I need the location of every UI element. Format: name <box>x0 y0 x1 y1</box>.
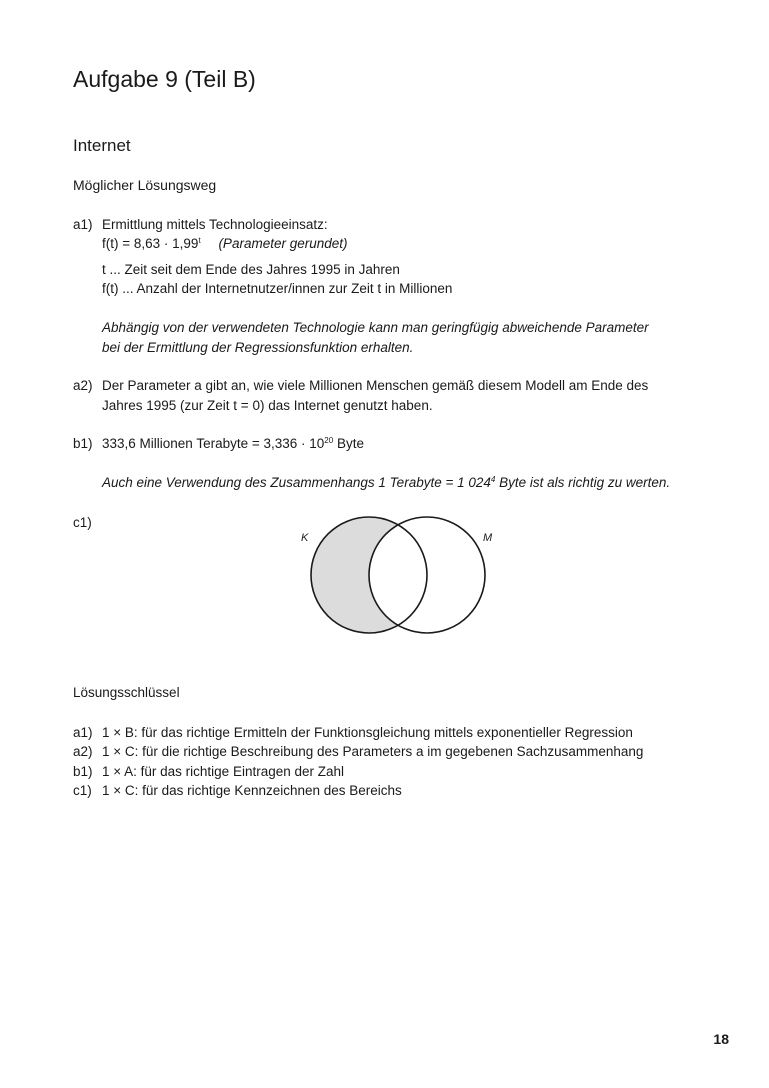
key-text-c1: 1 × C: für das richtige Kennzeichnen des Bereichs <box>102 783 402 798</box>
a1-formula-exponent: t <box>198 236 201 245</box>
key-text-b1: 1 × A: für das richtige Eintragen der Zahl <box>102 764 345 779</box>
a2-line2: Jahres 1995 (zur Zeit t = 0) das Internet genutzt haben. <box>102 398 433 413</box>
b1-unit: Byte <box>333 436 364 451</box>
label-a2: a2) <box>73 378 93 393</box>
a1-formula <box>102 236 348 251</box>
key-label-c1: c1) <box>73 783 92 798</box>
key-text-a1: 1 × B: für das richtige Ermitteln der Funktionsgleichung mittels exponentieller Regression <box>102 725 633 740</box>
key-label-a1: a1) <box>73 725 93 740</box>
b1-line1 <box>102 436 364 451</box>
b1-note-exponent: 4 <box>490 475 496 484</box>
label-c1: c1) <box>73 515 92 530</box>
venn-label-m: M <box>483 532 493 544</box>
b1-note <box>102 475 670 490</box>
solution-heading: Möglicher Lösungsweg <box>73 177 217 193</box>
venn-diagram <box>295 510 500 640</box>
page-number: 18 <box>713 1031 729 1047</box>
a2-line1: Der Parameter a gibt an, wie viele Millionen Menschen gemäß diesem Modell am Ende des <box>102 378 649 393</box>
a1-note-line1: Abhängig von der verwendeten Technologie kann man geringfügig abweichende Parameter <box>102 320 649 335</box>
a1-formula-lhs: f(t) = 8,63 · 1,99 <box>102 236 199 251</box>
b1-exponent: 20 <box>324 436 334 445</box>
key-label-a2: a2) <box>73 744 93 759</box>
b1-value: 333,6 Millionen Terabyte = 3,336 · 10 <box>102 436 325 451</box>
key-heading: Lösungsschlüssel <box>73 685 180 700</box>
key-text-a2: 1 × C: für die richtige Beschreibung des Parameters a im gegebenen Sachzusammenhang <box>102 744 644 759</box>
section-title: Internet <box>73 136 131 155</box>
a1-line1: Ermittlung mittels Technologieeinsatz: <box>102 217 328 232</box>
a1-formula-note: (Parameter gerundet) <box>218 236 348 251</box>
a1-def-f: f(t) ... Anzahl der Internetnutzer/innen zur Zeit t in Millionen <box>102 281 453 296</box>
label-b1: b1) <box>73 436 93 451</box>
b1-note-main: Auch eine Verwendung des Zusammenhangs 1 Terabyte = 1 024 <box>102 475 491 490</box>
venn-label-k: K <box>301 532 309 544</box>
b1-note-tail: Byte ist als richtig zu werten. <box>495 475 671 490</box>
a1-note-line2: bei der Ermittlung der Regressionsfunktion erhalten. <box>102 340 414 355</box>
label-a1: a1) <box>73 217 93 232</box>
a1-def-t: t ... Zeit seit dem Ende des Jahres 1995 in Jahren <box>102 262 400 277</box>
page-title: Aufgabe 9 (Teil B) <box>73 66 256 92</box>
key-label-b1: b1) <box>73 764 93 779</box>
